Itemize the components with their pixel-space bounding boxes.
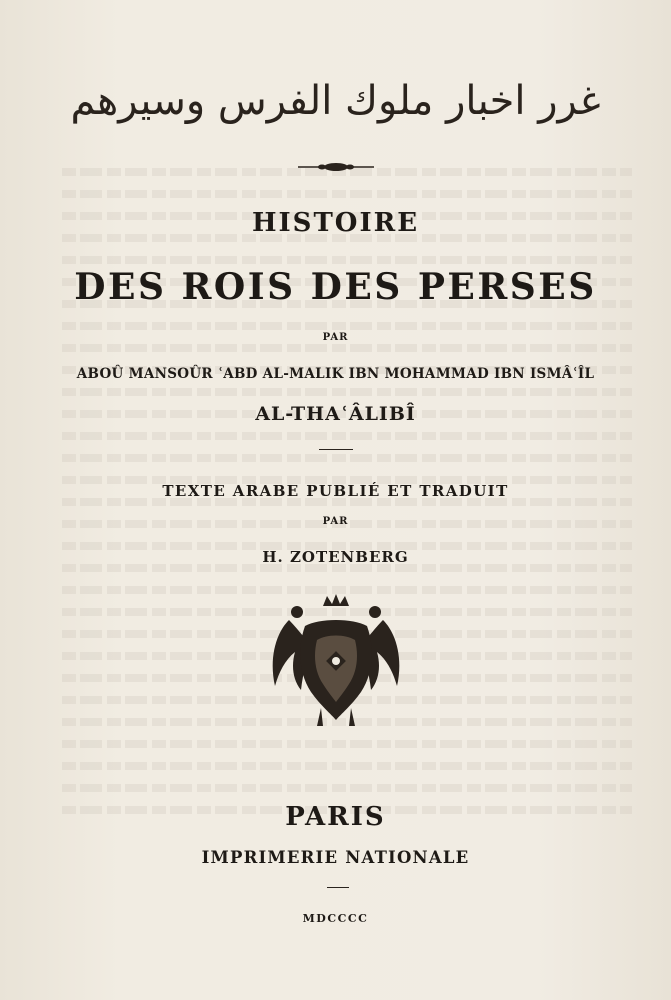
- short-rule-2: [327, 887, 349, 888]
- printer-emblem: [0, 590, 671, 734]
- short-rule: [319, 449, 353, 450]
- arabic-title: غرر اخبار ملوك الفرس وسيرهم: [70, 78, 601, 124]
- publication-year: MDCCCC: [302, 912, 369, 925]
- ornament-icon: [296, 161, 376, 173]
- printer-name: IMPRIMERIE NATIONALE: [201, 848, 470, 867]
- title-line-2: DES ROIS DES PERSES: [74, 266, 597, 308]
- author-nisba: AL-THAʿÂLIBÎ: [255, 403, 416, 425]
- editor-name: H. ZOTENBERG: [262, 548, 409, 566]
- author-name: ABOÛ MANSOÛR ʿABD AL-MALIK IBN MOHAMMAD IBN ISMÂʿÎL: [76, 366, 595, 382]
- publication-place: PARIS: [285, 802, 386, 832]
- par-label-2: PAR: [322, 516, 349, 527]
- par-label: PAR: [322, 332, 349, 343]
- ornament-divider: [0, 158, 671, 177]
- imperial-eagle-emblem-icon: [261, 590, 411, 730]
- edition-note: TEXTE ARABE PUBLIÉ ET TRADUIT: [162, 482, 509, 500]
- title-line-1: HISTOIRE: [251, 208, 420, 238]
